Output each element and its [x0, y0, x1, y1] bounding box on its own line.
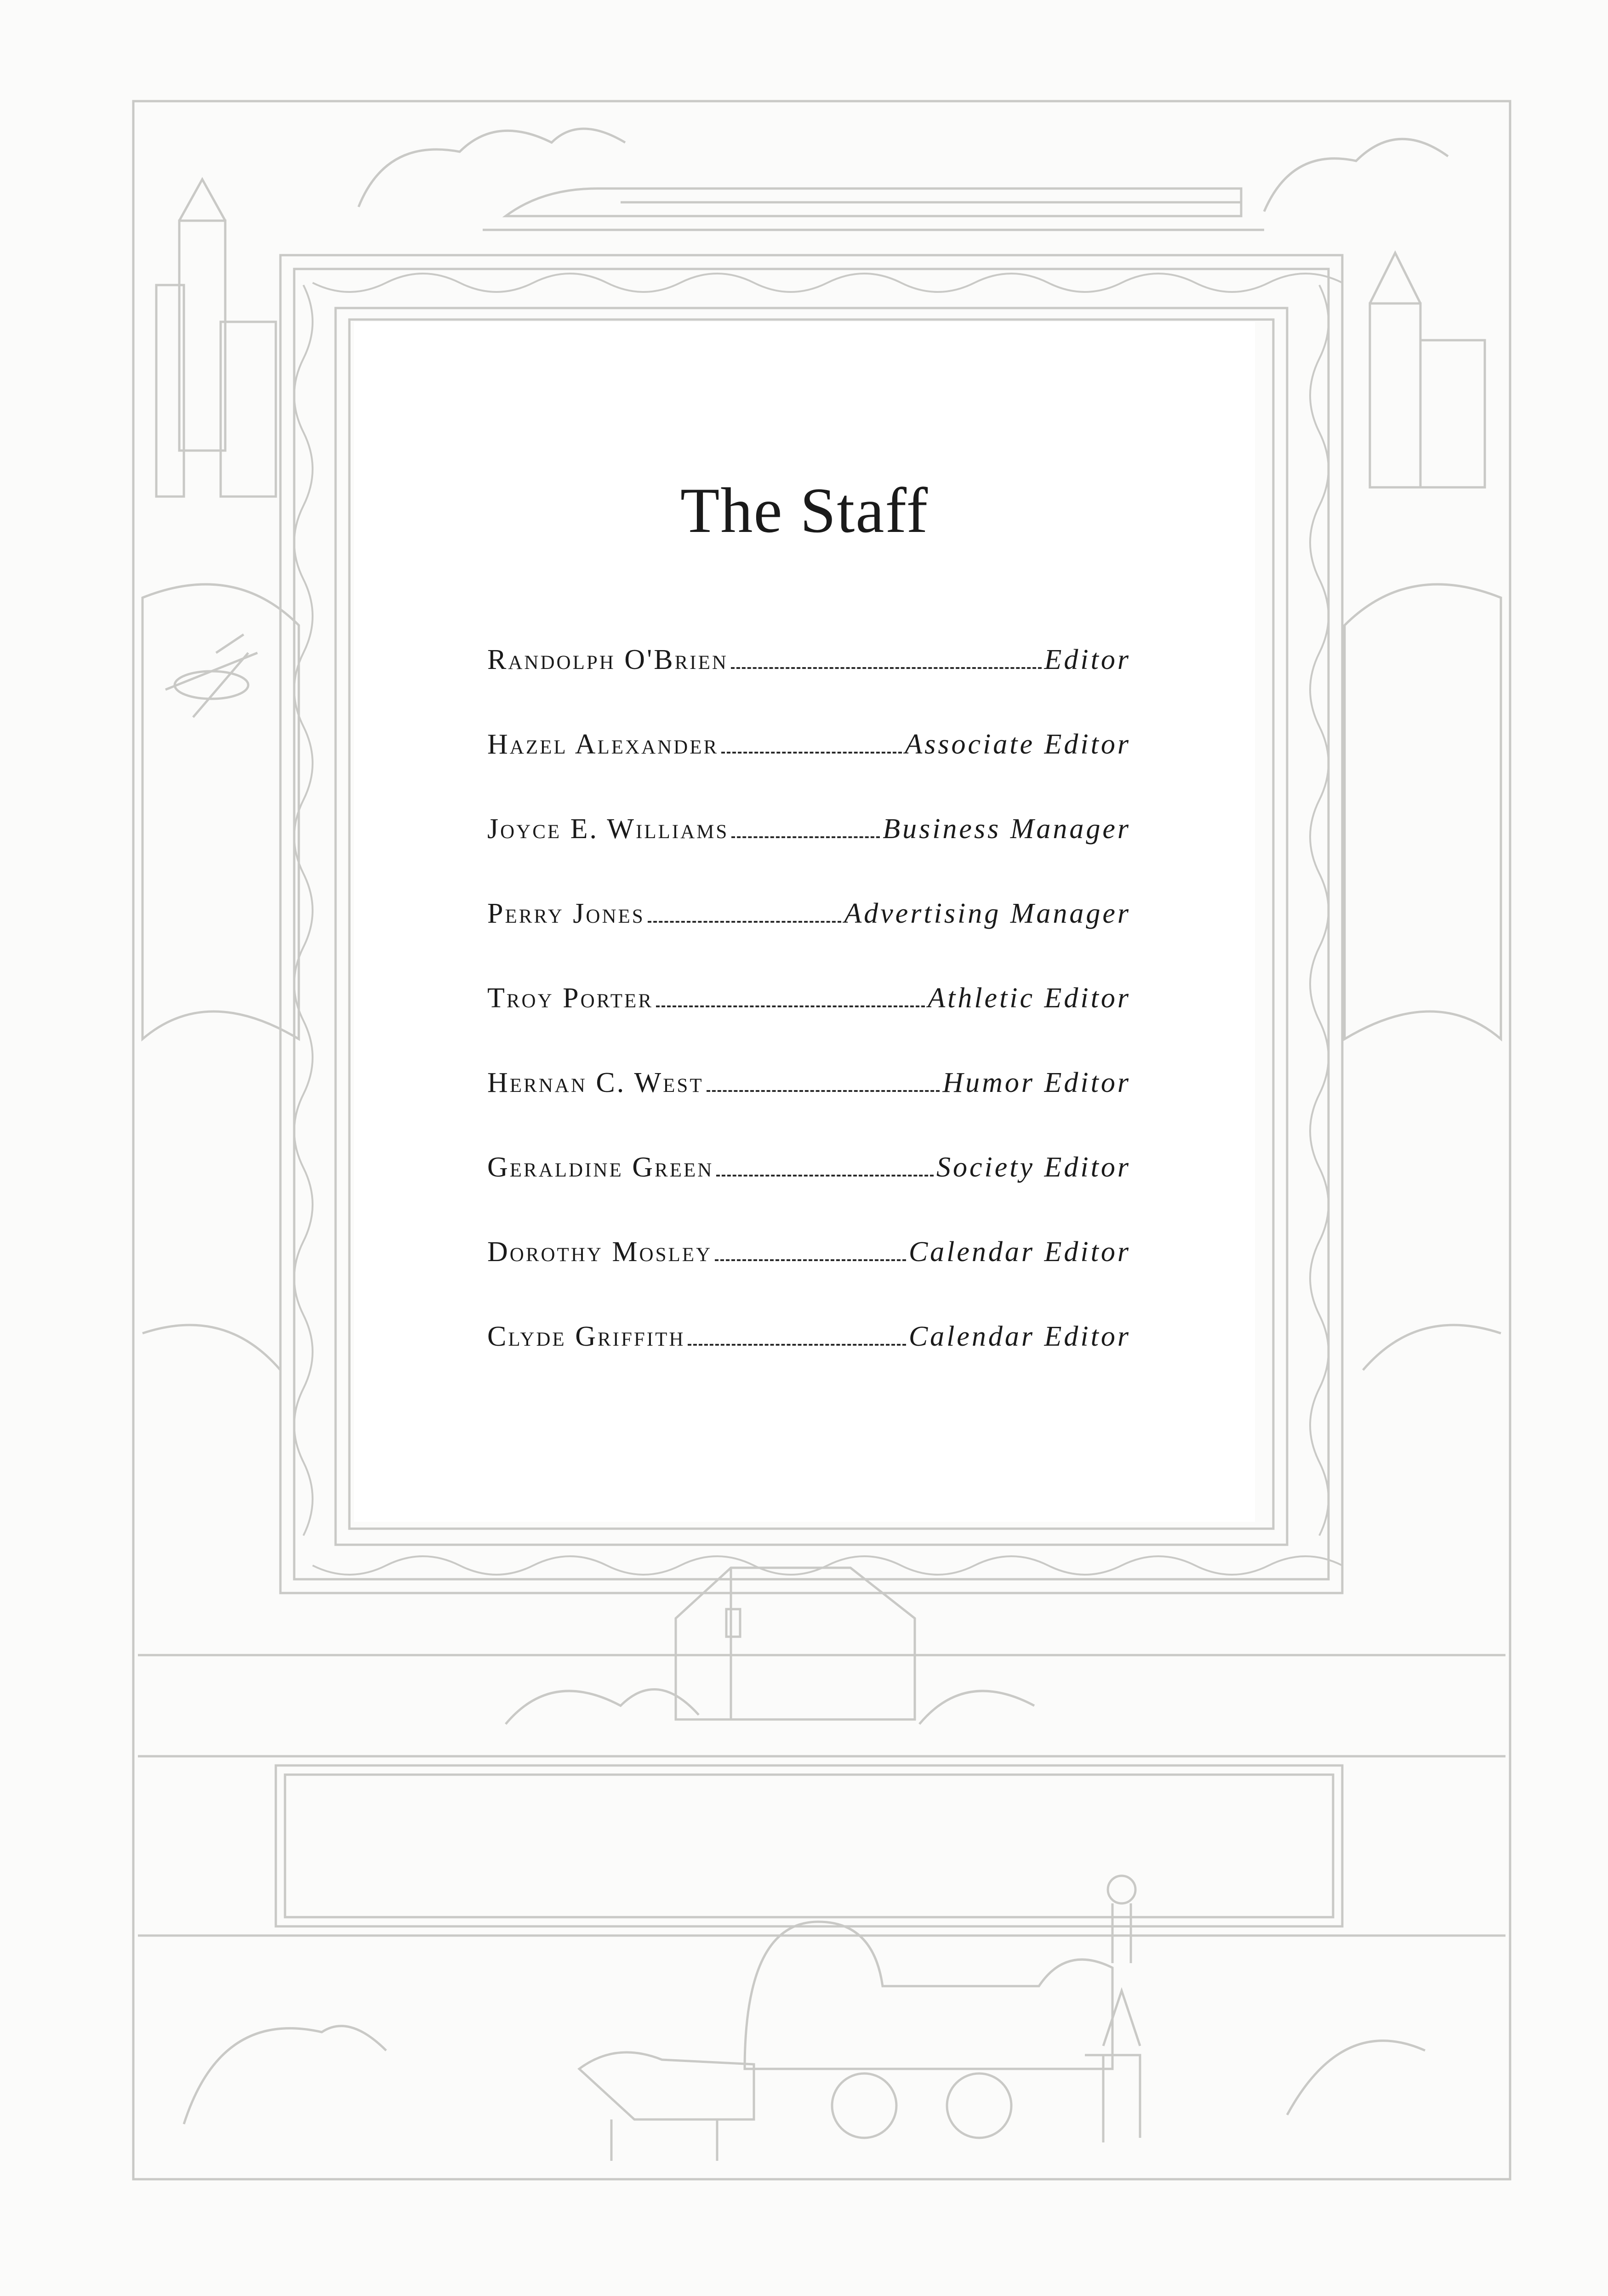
staff-role: Athletic Editor	[928, 982, 1131, 1014]
staff-role: Business Manager	[883, 813, 1131, 845]
staff-row	[487, 1320, 1131, 1405]
oxen-drawing	[579, 2052, 754, 2161]
covered-wagon-drawing	[745, 1922, 1112, 2138]
page-title: The Staff	[680, 475, 929, 546]
staff-name: Troy Porter	[487, 982, 654, 1014]
staff-role: Calendar Editor	[908, 1236, 1131, 1268]
right-tower-drawing	[1370, 253, 1485, 487]
staff-name: Hernan C. West	[487, 1067, 704, 1098]
staff-name: Perry Jones	[487, 898, 645, 929]
dotted-leader	[707, 1090, 940, 1092]
staff-role: Calendar Editor	[908, 1321, 1131, 1352]
dotted-leader	[656, 1005, 925, 1007]
staff-name: Dorothy Mosley	[487, 1236, 713, 1268]
staff-role: Advertising Manager	[844, 898, 1131, 929]
staff-name: Geraldine Green	[487, 1152, 714, 1183]
staff-role: Humor Editor	[942, 1067, 1131, 1098]
dotted-leader	[731, 836, 880, 838]
dotted-leader	[715, 1259, 906, 1261]
staff-name: Clyde Griffith	[487, 1321, 685, 1352]
dotted-leader	[688, 1344, 906, 1346]
staff-row	[487, 1151, 1131, 1236]
staff-role: Editor	[1044, 644, 1131, 675]
dotted-leader	[648, 921, 842, 923]
staff-panel	[354, 322, 1255, 1522]
staff-row	[487, 644, 1131, 728]
log-cabin-drawing	[676, 1568, 915, 1719]
staff-row	[487, 1236, 1131, 1320]
dotted-leader	[731, 667, 1042, 669]
staff-role: Associate Editor	[905, 729, 1131, 760]
staff-row	[487, 813, 1131, 897]
staff-row	[487, 1067, 1131, 1151]
staff-name: Randolph O'Brien	[487, 644, 728, 675]
airplane-drawing	[165, 634, 257, 717]
staff-name: Hazel Alexander	[487, 729, 719, 760]
staff-name: Joyce E. Williams	[487, 813, 729, 845]
train-drawing	[483, 188, 1264, 230]
dotted-leader	[721, 752, 902, 754]
city-skyline-drawing	[156, 179, 276, 497]
dotted-leader	[716, 1175, 934, 1177]
empty-caption-box	[276, 1765, 1342, 1926]
staff-role: Society Editor	[936, 1152, 1131, 1183]
staff-row	[487, 728, 1131, 813]
staff-list	[487, 644, 1131, 1405]
staff-row	[487, 982, 1131, 1067]
staff-row	[487, 897, 1131, 982]
